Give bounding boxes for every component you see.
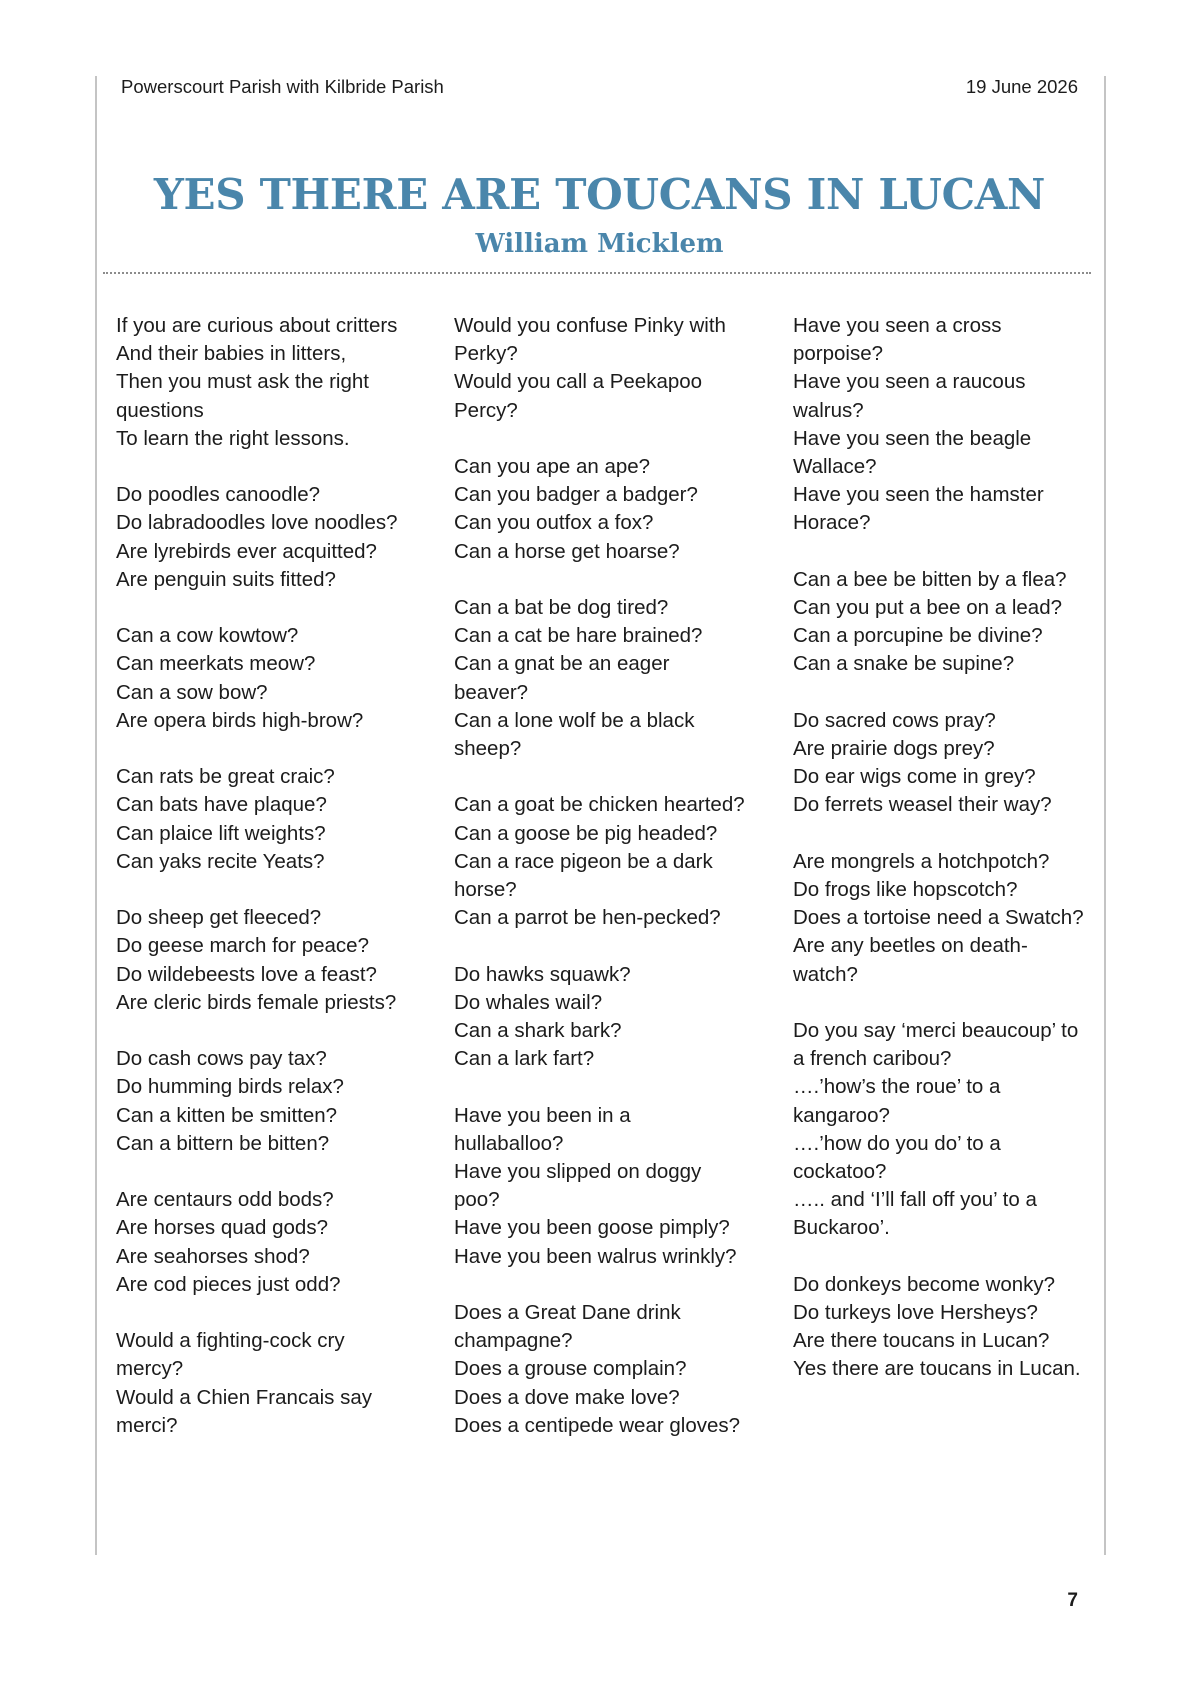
stanza: [116, 622, 436, 735]
poem-line: Do geese march for peace?: [116, 934, 369, 958]
poem-line: Do hawks squawk?: [454, 962, 631, 986]
poem-line: Do donkeys become wonky?: [793, 1272, 1056, 1296]
poem-line: Yes there are toucans in Lucan.: [793, 1357, 1081, 1381]
poem-line: Are lyrebirds ever acquitted?: [116, 539, 377, 563]
stanza: [454, 453, 774, 566]
poem-line: ….’how do you do’ to a: [793, 1131, 1001, 1155]
poem-line: a french caribou?: [793, 1047, 952, 1071]
poem-line: Do ear wigs come in grey?: [793, 765, 1036, 789]
poem-line: And their babies in litters,: [116, 342, 347, 366]
poem-column-1: [116, 312, 436, 1468]
poem-line: Can a cow kowtow?: [116, 624, 299, 648]
poem-line: Are cleric birds female priests?: [116, 990, 397, 1014]
poem-line: Do you say ‘merci beaucoup’ to: [793, 1019, 1079, 1043]
poem-line: Can a bittern be bitten?: [116, 1131, 330, 1155]
page-number: 7: [1067, 1590, 1078, 1611]
poem-line: Does a Great Dane drink: [454, 1301, 681, 1325]
stanza: [454, 961, 774, 1074]
poem-line: Are mongrels a hotchpotch?: [793, 849, 1050, 873]
poem-line: If you are curious about critters: [116, 314, 398, 337]
poem-line: Can you badger a badger?: [454, 483, 698, 507]
stanza: [116, 1045, 436, 1158]
poem-line: Can rats be great craic?: [116, 765, 335, 789]
poem-line: Can a lark fart?: [454, 1047, 595, 1071]
stanza: [116, 481, 436, 594]
poem-line: Are centaurs odd bods?: [116, 1188, 334, 1212]
poem-line: Does a centipede wear gloves?: [454, 1413, 741, 1437]
poem-line: Would you confuse Pinky with: [454, 314, 726, 337]
poem-column-2: [454, 312, 774, 1468]
stanza: [116, 763, 436, 876]
stanza: [454, 594, 774, 763]
poem-line: horse?: [454, 878, 517, 902]
poem-line: Have you been in a: [454, 1103, 631, 1127]
dotted-divider: [103, 272, 1091, 274]
poem-title: YES THERE ARE TOUCANS IN LUCAN: [153, 170, 1046, 219]
poem-line: Do frogs like hopscotch?: [793, 878, 1018, 902]
poem-line: Do wildebeests love a feast?: [116, 962, 377, 986]
poem-line: Wallace?: [793, 455, 877, 479]
poem-line: Does a tortoise need a Swatch?: [793, 906, 1084, 930]
poem-line: Can a cat be hare brained?: [454, 624, 703, 648]
poem-line: Can a porcupine be divine?: [793, 624, 1043, 648]
stanza: [793, 707, 1093, 820]
poem-line: questions: [116, 398, 204, 422]
poem-line: Do sacred cows pray?: [793, 708, 996, 732]
poem-line: Are seahorses shod?: [116, 1244, 310, 1268]
poem-line: Can a lone wolf be a black: [454, 708, 695, 732]
poem-line: cockatoo?: [793, 1160, 887, 1184]
issue-date: 19 June 2026: [965, 76, 1078, 97]
poem-line: Can bats have plaque?: [116, 793, 327, 817]
stanza: [116, 1327, 436, 1440]
poem-line: watch?: [793, 962, 858, 986]
poem-line: Can a bat be dog tired?: [454, 596, 669, 619]
poem-line: Then you must ask the right: [116, 370, 369, 394]
poem-line: Are there toucans in Lucan?: [793, 1329, 1050, 1353]
poem-line: To learn the right lessons.: [116, 426, 350, 450]
poem-line: mercy?: [116, 1357, 184, 1381]
poem-line: Percy?: [454, 398, 518, 422]
poem-line: Do whales wail?: [454, 990, 603, 1014]
poem-line: hullaballoo?: [454, 1131, 564, 1155]
poem-line: Are penguin suits fitted?: [116, 567, 336, 591]
poem-line: Would a Chien Francais say: [116, 1385, 372, 1409]
poem-line: Would a fighting-cock cry: [116, 1329, 345, 1353]
poem-line: Are horses quad gods?: [116, 1216, 328, 1240]
poem-column-3: [793, 312, 1093, 1412]
poem-line: Have you seen the beagle: [793, 426, 1032, 450]
poem-line: Do poodles canoodle?: [116, 483, 321, 507]
poem-line: Can a horse get hoarse?: [454, 539, 680, 563]
poem-line: Do sheep get fleeced?: [116, 906, 322, 930]
poem-line: Buckaroo’.: [793, 1216, 890, 1240]
page-border-right: [1104, 76, 1106, 1555]
page-border-left: [95, 76, 97, 1555]
poem-line: Can a kitten be smitten?: [116, 1103, 338, 1127]
poem-line: Do ferrets weasel their way?: [793, 793, 1052, 817]
poem-line: Have you been goose pimply?: [454, 1216, 730, 1240]
poem-line: Can you put a bee on a lead?: [793, 596, 1062, 620]
poem-line: Are cod pieces just odd?: [116, 1272, 341, 1296]
poem-line: Have you slipped on doggy: [454, 1160, 702, 1184]
poem-line: Do cash cows pay tax?: [116, 1047, 327, 1071]
poem-line: Can you outfox a fox?: [454, 511, 654, 535]
poem-line: ….. and ‘I’ll fall off you’ to a: [793, 1188, 1037, 1212]
poem-line: Have you seen the hamster: [793, 483, 1044, 507]
poem-line: Have you been walrus wrinkly?: [454, 1244, 737, 1268]
poem-line: Can a bee be bitten by a flea?: [793, 567, 1067, 591]
stanza: [454, 312, 774, 425]
poem-line: sheep?: [454, 737, 522, 761]
poem-line: Can yaks recite Yeats?: [116, 849, 325, 873]
stanza: [793, 1017, 1093, 1243]
poem-line: porpoise?: [793, 342, 884, 366]
poem-line: Does a grouse complain?: [454, 1357, 687, 1381]
poem-line: Do labradoodles love noodles?: [116, 511, 398, 535]
poem-line: Horace?: [793, 511, 871, 535]
poem-line: Do humming birds relax?: [116, 1075, 344, 1099]
poem-line: Perky?: [454, 342, 518, 366]
poem-line: kangaroo?: [793, 1103, 890, 1127]
poem-line: champagne?: [454, 1329, 573, 1353]
poem-line: ….’how’s the roue’ to a: [793, 1075, 1001, 1099]
poem-line: walrus?: [793, 398, 864, 422]
poem-line: Are any beetles on death-: [793, 934, 1028, 958]
poem-line: Have you seen a raucous: [793, 370, 1026, 394]
poem-line: Can a goat be chicken hearted?: [454, 793, 745, 817]
poem-line: Can plaice lift weights?: [116, 821, 326, 845]
parish-name: Powerscourt Parish with Kilbride Parish: [121, 76, 444, 97]
poem-line: Can a snake be supine?: [793, 652, 1015, 676]
poem-line: Does a dove make love?: [454, 1385, 680, 1409]
stanza: [454, 791, 774, 932]
poem-line: Are opera birds high-brow?: [116, 708, 364, 732]
poem-line: Can a parrot be hen-pecked?: [454, 906, 721, 930]
stanza: [793, 848, 1093, 989]
poem-line: Can a gnat be an eager: [454, 652, 670, 676]
stanza: [116, 904, 436, 1017]
poem-line: poo?: [454, 1188, 500, 1212]
poem-line: merci?: [116, 1413, 178, 1437]
stanza: [116, 312, 436, 453]
poem-line: Can a goose be pig headed?: [454, 821, 718, 845]
poem-line: Would you call a Peekapoo: [454, 370, 703, 394]
stanza: [793, 312, 1093, 538]
poem-line: Can a sow bow?: [116, 680, 268, 704]
poem-line: Can meerkats meow?: [116, 652, 316, 676]
stanza: [454, 1299, 774, 1440]
poem-line: Can a shark bark?: [454, 1019, 622, 1043]
poem-line: beaver?: [454, 680, 529, 704]
poem-line: Are prairie dogs prey?: [793, 737, 995, 761]
poem-line: Can you ape an ape?: [454, 455, 651, 478]
stanza: [793, 1271, 1093, 1384]
stanza: [454, 1102, 774, 1271]
stanza: [116, 1186, 436, 1299]
poem-line: Can a race pigeon be a dark: [454, 849, 713, 873]
stanza: [793, 566, 1093, 679]
poem-line: Have you seen a cross: [793, 314, 1002, 337]
poem-line: Do turkeys love Hersheys?: [793, 1301, 1038, 1325]
poem-author: William Micklem: [475, 229, 724, 259]
